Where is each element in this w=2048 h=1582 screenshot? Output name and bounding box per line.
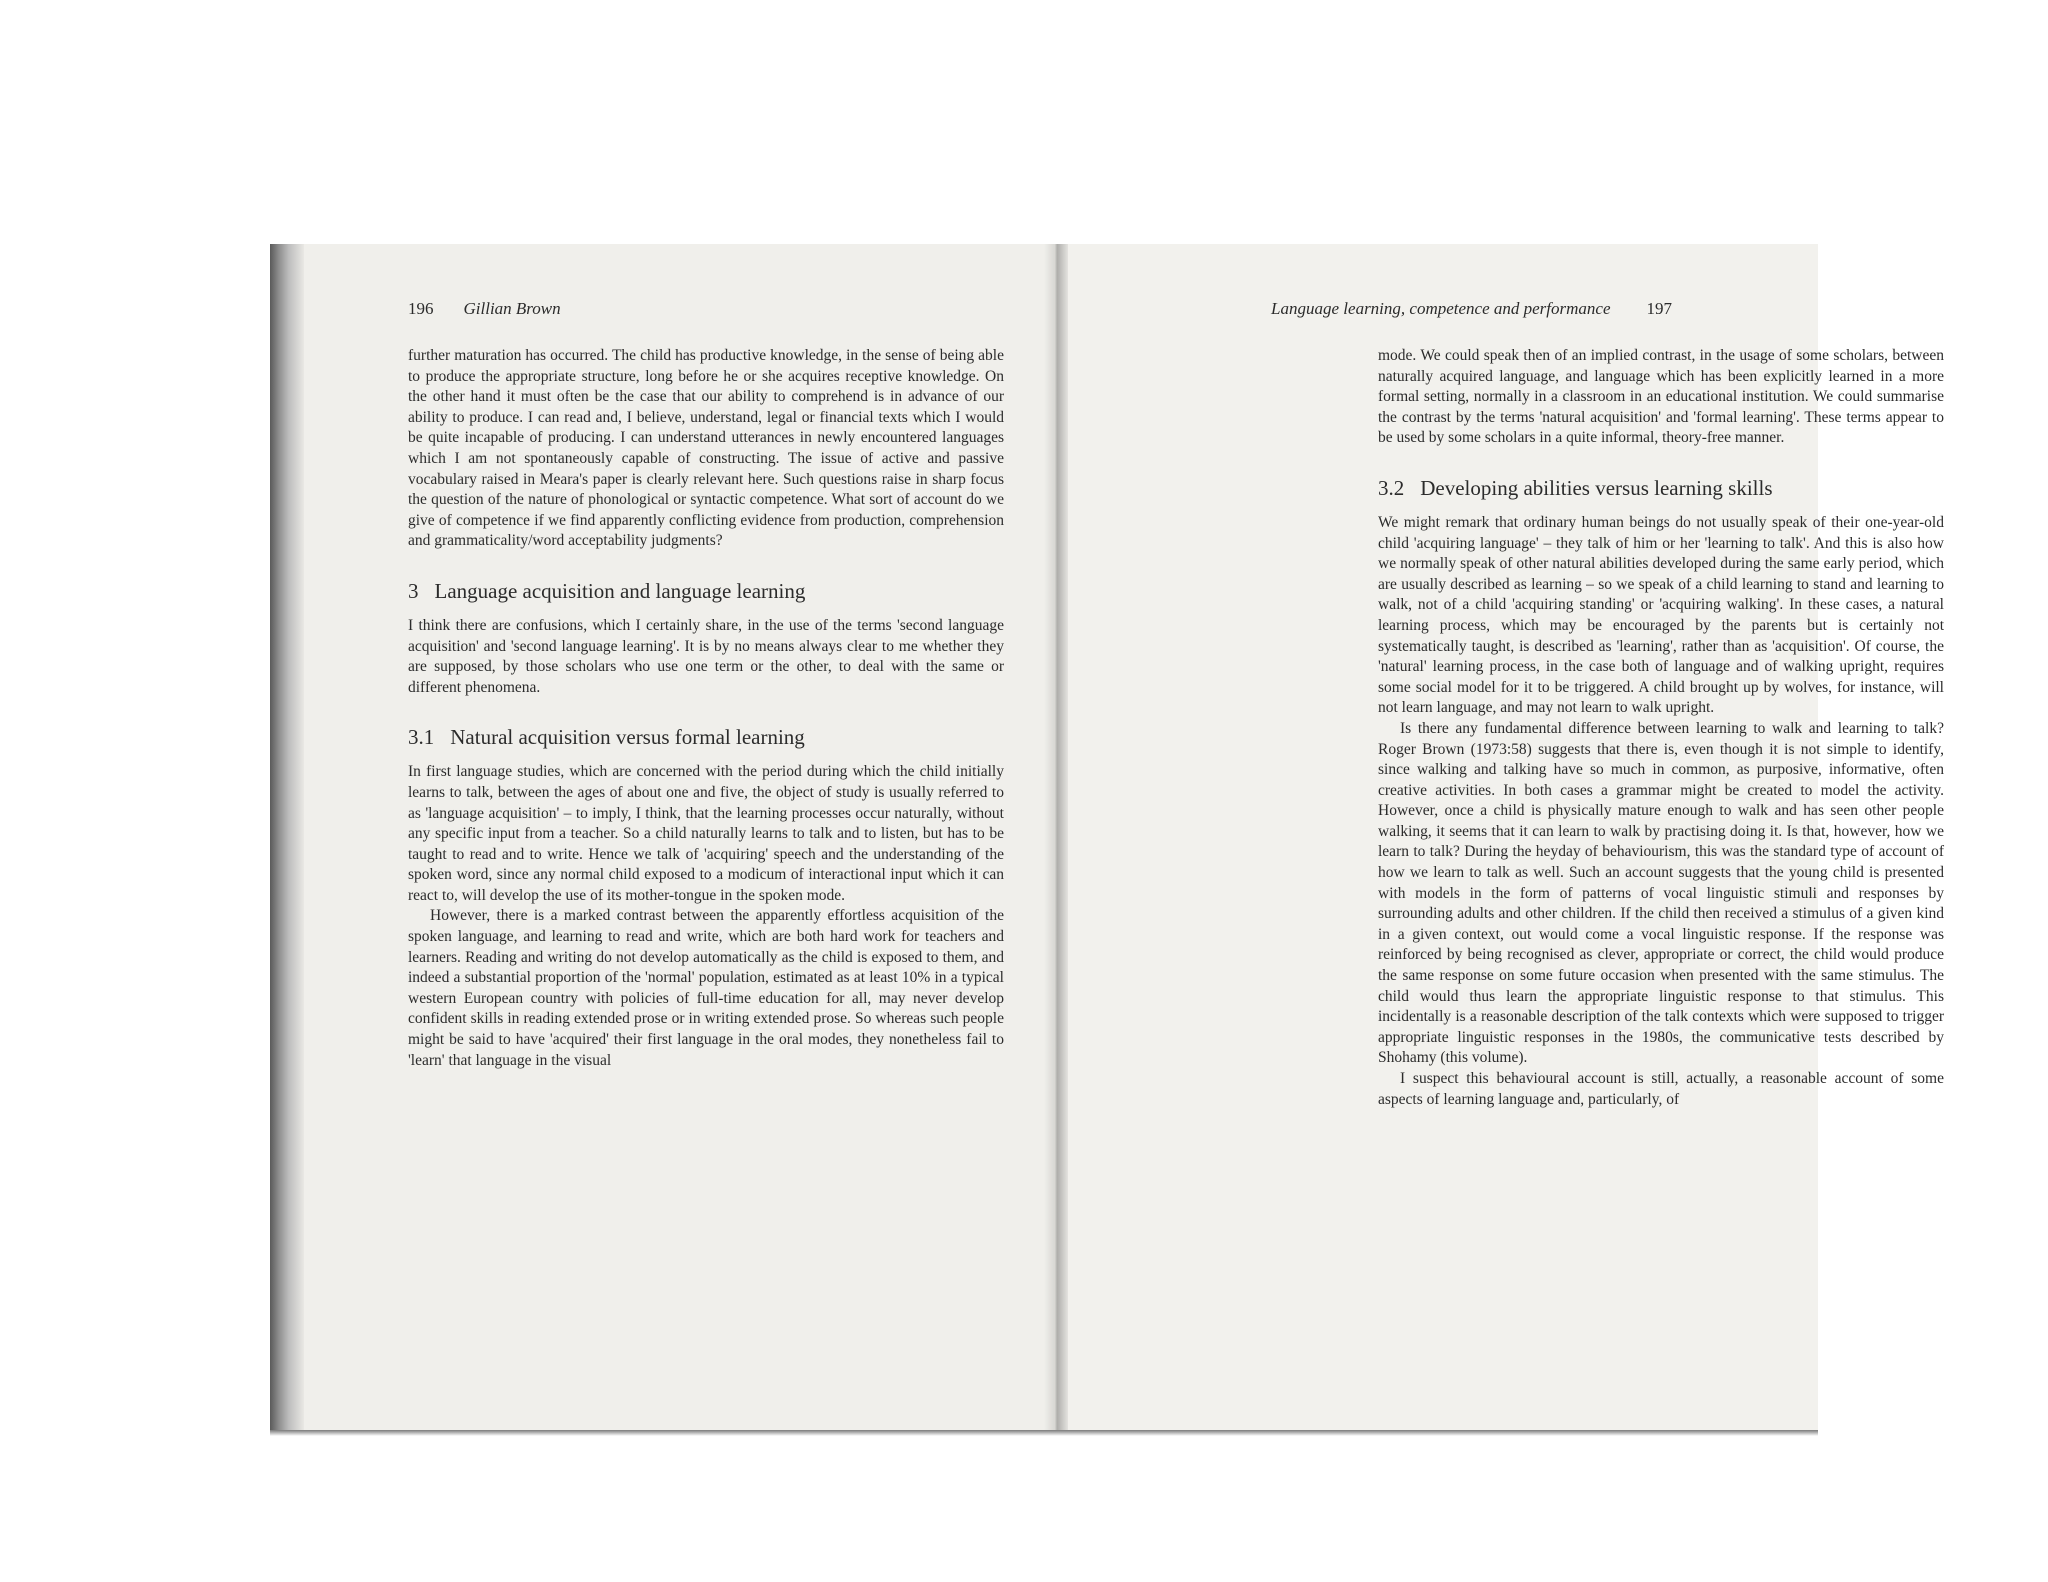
paragraph: In first language studies, which are concerned with the period during which the child initially learns to talk, between the ages of about one and five, the object of study is usually referred to as 'language acquisition' – to imply, I think, that the learning processes occur naturally, without any specific input from a teacher. So a child naturally learns to talk and to listen, but has to be taught to read and to write. Hence we talk of 'acquiring' speech and the understanding of the spoken word, since any normal child exposed to a modicum of interactional input which it can react to, will develop the use of its mother-tongue in the spoken mode.: [408, 763, 1004, 904]
open-book: [270, 244, 1944, 1430]
section-number: 3.1: [408, 725, 435, 750]
book-bottom-edge: [270, 1430, 1818, 1436]
section-title: Language acquisition and language learning: [434, 578, 806, 603]
section-number: 3.2: [1378, 475, 1405, 500]
section-title: Developing abilities versus learning skills: [1420, 475, 1773, 500]
paragraph: We might remark that ordinary human beings do not usually speak of their one-year-old child 'acquiring language' – they talk of him or her 'learning to talk'. And this is also how we normally speak of other natural abilities developed during the same early period, which are usually described as learning – so we speak of a child learning to stand and learning to walk, not of a child 'acquiring standing' or 'acquiring walking'. In these cases, a natural learning process, which may be encouraged by the parents but is certainly not systematically taught, is described as 'learning', rather than as 'acquisition'. Of course, the 'natural' learning process, in the case both of language and of walking upright, requires some social model for it to be triggered. A child brought up by wolves, for instance, will not learn language, and may not learn to walk upright.: [1378, 513, 1944, 717]
paragraph: further maturation has occurred. The child has productive knowledge, in the sense of being able to produce the appropriate structure, long before he or she acquires receptive knowledge. On the other hand it must often be the case that our ability to comprehend is in advance of our ability to produce. I can read and, I believe, understand, legal or financial texts which I would be quite incapable of producing. I can understand utterances in newly encountered languages which I am not spontaneously capable of constructing. The issue of active and passive vocabulary raised in Meara's paper is clearly relevant here. Such questions raise in sharp focus the question of the nature of phonological or syntactic competence. What sort of account do we give of competence if we find apparently conflicting evidence from production, comprehension and grammaticality/word acceptability judgments?: [408, 347, 1004, 550]
right-text-block: [1378, 346, 1944, 1110]
left-running-head: [408, 299, 561, 319]
paragraph: I suspect this behavioural account is still, actually, a reasonable account of some aspects of learning language and, particularly, of: [1378, 1070, 1944, 1108]
running-title: Gillian Brown: [463, 299, 561, 318]
page-edge-shadow: [270, 244, 304, 1430]
right-page: [1060, 244, 1944, 1430]
section-heading: [408, 724, 1004, 750]
paragraph: mode. We could speak then of an implied contrast, in the usage of some scholars, between naturally acquired language, and language which has been explicitly learned in a more formal setting, normally in a classroom in an educational institution. We could summarise the contrast by the terms 'natural acquisition' and 'formal learning'. These terms appear to be used by some scholars in a quite informal, theory-free manner.: [1378, 347, 1944, 447]
right-running-head: [1271, 299, 1672, 319]
left-page: [270, 244, 1054, 1430]
page-number: 196: [408, 299, 434, 318]
left-text-block: [408, 346, 1004, 1071]
section-heading: [1378, 475, 1944, 501]
page-number: 197: [1646, 299, 1672, 318]
paragraph: I think there are confusions, which I certainly share, in the use of the terms 'second language acquisition' and 'second language learning'. It is by no means always clear to me whether they are supposed, by those scholars who use one term or the other, to deal with the same or different phenomena.: [408, 616, 1004, 696]
paragraph: Is there any fundamental difference between learning to walk and learning to talk? Roger Brown (1973:58) suggests that there is, even though it is not simple to identify, since walking and talking have so much in common, as purposive, informative, often creative activities. In both cases a grammar might be created to model the activity. However, once a child is physically mature enough to walk and has seen other people walking, it seems that it can learn to walk by practising doing it. Is that, however, how we learn to talk? During the heyday of behaviourism, this was the standard type of account of how we learn to talk as well. Such an account suggests that the young child is presented with models in the form of patterns of vocal linguistic stimuli and responses by surrounding adults and other children. If the child then received a stimulus of a given kind in a given context, out would come a vocal linguistic response. If the response was reinforced by being recognised as clever, appropriate or correct, the child would produce the same response on some future occasion when presented with the same stimulus. The child would thus learn the appropriate linguistic response to that stimulus. This incidentally is a reasonable description of the talk contexts which were supposed to trigger appropriate linguistic responses in the 1980s, the communicative tests described by Shohamy (this volume).: [1378, 719, 1944, 1067]
section-heading: [408, 578, 1004, 604]
paragraph: However, there is a marked contrast between the apparently effortless acquisition of the spoken language, and learning to read and write, which are both hard work for teachers and learners. Reading and writing do not develop automatically as the child is exposed to them, and indeed a substantial proportion of the 'normal' population, estimated as at least 10% in a typical western European country with policies of full-time education for all, may never develop confident skills in reading extended prose or in writing extended prose. So whereas such people might be said to have 'acquired' their first language in the oral modes, they nonetheless fail to 'learn' that language in the visual: [408, 907, 1004, 1069]
section-number: 3: [408, 578, 419, 603]
book-spine: [1044, 244, 1068, 1430]
running-title: Language learning, competence and performance: [1271, 299, 1611, 318]
section-title: Natural acquisition versus formal learning: [450, 725, 805, 750]
